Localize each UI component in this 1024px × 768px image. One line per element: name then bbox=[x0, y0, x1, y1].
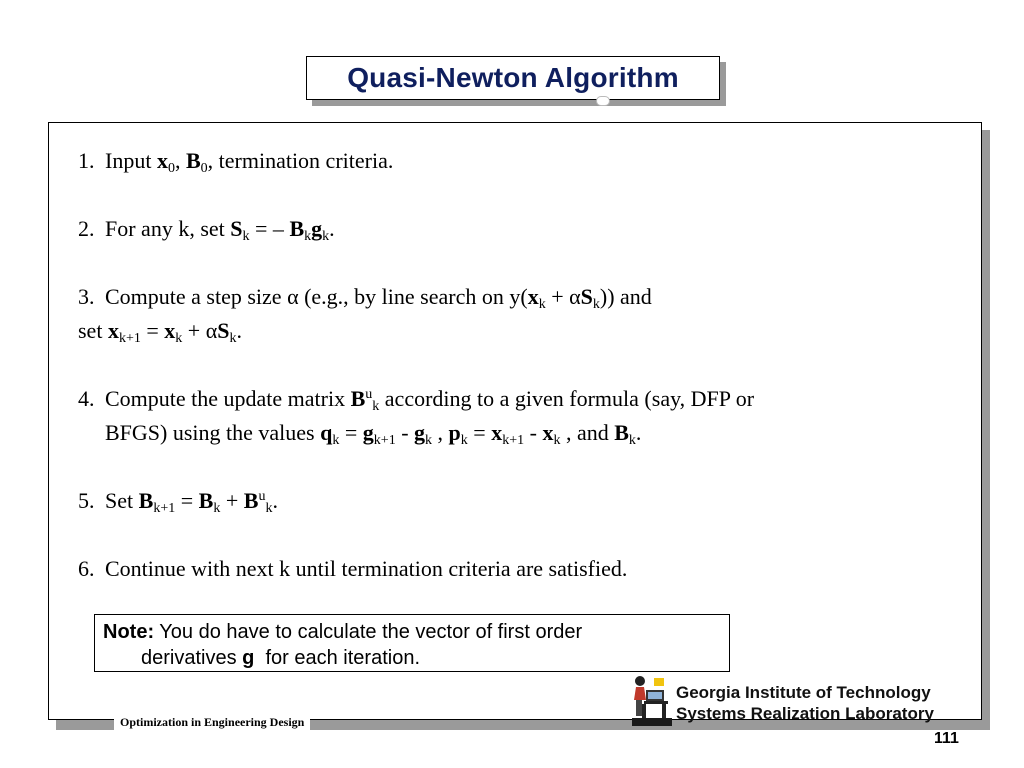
step-1-l1-run-5: 0 bbox=[200, 161, 208, 176]
step-3-l1-run-6: )) and bbox=[599, 284, 652, 309]
step-5-l1-run-5: k bbox=[213, 501, 221, 516]
step-5-l1-run-6: + bbox=[220, 488, 244, 513]
step-text bbox=[105, 484, 958, 518]
step-1-l1-run-1: x bbox=[156, 148, 168, 173]
title-decoration bbox=[596, 96, 610, 106]
step-5-l1-run-2: k+1 bbox=[153, 501, 176, 516]
step-number: 3. bbox=[78, 284, 95, 309]
step-1-l1-run-6: , termination criteria. bbox=[207, 148, 394, 173]
step-5 bbox=[78, 484, 958, 518]
step-5-l1-run-8: u bbox=[258, 489, 266, 504]
page-number: 111 bbox=[934, 730, 959, 747]
step-4-l2-run-4: g bbox=[362, 420, 374, 445]
step-1-l1-run-4: B bbox=[185, 148, 201, 173]
step-6-l1-run-0: Continue with next k until termination criteria are satisfied. bbox=[105, 556, 628, 581]
step-line bbox=[105, 212, 958, 246]
step-4-l2-run-10: p bbox=[448, 420, 461, 445]
step-1-l1-run-3: , bbox=[174, 148, 186, 173]
step-line bbox=[105, 280, 958, 314]
course-title: Optimization in Engineering Design bbox=[114, 715, 310, 730]
step-text bbox=[105, 212, 958, 246]
step-3 bbox=[78, 280, 958, 348]
step-4-l2-run-0: BFGS) using the values bbox=[105, 420, 321, 445]
step-4-l1-run-0: Compute the update matrix bbox=[105, 386, 351, 411]
step-number: 6. bbox=[78, 556, 95, 581]
step-line bbox=[105, 552, 958, 586]
lab-name: Systems Realization Laboratory bbox=[676, 704, 934, 723]
step-3-l2-run-1: x bbox=[107, 318, 119, 343]
step-4-l2-run-20: k bbox=[628, 433, 636, 448]
step-2-l1-run-0: For any k, set bbox=[105, 216, 231, 241]
step-4-l2-run-15: - bbox=[524, 420, 543, 445]
step-3-l2-run-4: x bbox=[164, 318, 176, 343]
step-2-l1-run-3: = – bbox=[249, 216, 290, 241]
step-line bbox=[105, 144, 958, 178]
step-4-l2-run-5: k+1 bbox=[373, 433, 396, 448]
step-3-l1-run-5: k bbox=[592, 297, 600, 312]
step-line bbox=[105, 416, 958, 450]
step-text bbox=[78, 280, 958, 348]
step-3-l1-run-0: Compute a step size α (e.g., by line search on y( bbox=[105, 284, 528, 309]
step-4-l2-run-17: k bbox=[553, 433, 561, 448]
step-4-l2-run-14: k+1 bbox=[502, 433, 525, 448]
note-box bbox=[94, 614, 730, 672]
step-3-l1-run-2: k bbox=[538, 297, 546, 312]
step-2-l1-run-1: S bbox=[230, 216, 243, 241]
step-text bbox=[105, 382, 958, 450]
step-3-l2-run-6: + α bbox=[182, 318, 218, 343]
step-text bbox=[105, 144, 958, 178]
step-4-l2-run-7: g bbox=[414, 420, 426, 445]
step-3-l2-run-3: = bbox=[140, 318, 165, 343]
step-3-l2-run-9: . bbox=[236, 318, 242, 343]
step-4-l2-run-12: = bbox=[467, 420, 492, 445]
step-2-l1-run-2: k bbox=[242, 229, 250, 244]
step-3-l2-run-5: k bbox=[175, 331, 183, 346]
step-5-l1-run-0: Set bbox=[105, 488, 139, 513]
step-4-l2-run-13: x bbox=[491, 420, 503, 445]
step-2-l1-run-7: k bbox=[322, 229, 330, 244]
step-4-l1-run-4: according to a given formula (say, DFP or bbox=[379, 386, 755, 411]
step-line bbox=[105, 484, 958, 518]
step-5-l1-run-10: . bbox=[272, 488, 278, 513]
algorithm-steps bbox=[78, 144, 958, 620]
note-text-line1: You do have to calculate the vector of first order bbox=[154, 621, 583, 643]
page-title: Quasi-Newton Algorithm bbox=[347, 62, 679, 93]
title-box bbox=[306, 56, 720, 100]
step-3-l1-run-4: S bbox=[580, 284, 593, 309]
step-number: 2. bbox=[78, 216, 95, 241]
step-4-l1-run-3: k bbox=[372, 399, 380, 414]
step-line bbox=[78, 314, 958, 348]
step-line bbox=[105, 382, 958, 416]
step-4-l2-run-6: - bbox=[395, 420, 415, 445]
note-line2 bbox=[103, 645, 729, 671]
institution-block bbox=[676, 682, 934, 724]
step-4-l2-run-11: k bbox=[460, 433, 468, 448]
step-4-l2-run-3: = bbox=[339, 420, 363, 445]
step-number: 5. bbox=[78, 488, 95, 513]
step-text bbox=[105, 552, 958, 586]
step-3-l2-run-8: k bbox=[229, 331, 237, 346]
note-text-line2-post: for each iteration. bbox=[254, 647, 421, 669]
step-3-l1-run-3: + α bbox=[545, 284, 581, 309]
step-number: 4. bbox=[78, 386, 95, 411]
step-1-l1-run-0: Input bbox=[105, 148, 157, 173]
step-5-l1-run-3: = bbox=[175, 488, 199, 513]
step-4-l2-run-19: B bbox=[614, 420, 629, 445]
step-2 bbox=[78, 212, 958, 246]
step-5-l1-run-1: B bbox=[138, 488, 154, 513]
step-3-l2-run-2: k+1 bbox=[118, 331, 141, 346]
step-4 bbox=[78, 382, 958, 450]
step-2-l1-run-4: B bbox=[289, 216, 305, 241]
step-5-l1-run-9: k bbox=[265, 501, 273, 516]
step-1-l1-run-2: 0 bbox=[167, 161, 175, 176]
step-6 bbox=[78, 552, 958, 586]
step-1 bbox=[78, 144, 958, 178]
step-4-l2-run-18: , and bbox=[560, 420, 615, 445]
note-text-line2-pre: derivatives bbox=[141, 647, 243, 669]
step-4-l2-run-16: x bbox=[542, 420, 554, 445]
step-4-l2-run-1: q bbox=[320, 420, 333, 445]
step-3-l2-run-0: set bbox=[78, 318, 108, 343]
step-4-l2-run-2: k bbox=[332, 433, 340, 448]
step-2-l1-run-6: g bbox=[311, 216, 323, 241]
step-4-l1-run-1: B bbox=[350, 386, 366, 411]
lab-logo-icon bbox=[632, 674, 672, 726]
step-number: 1. bbox=[78, 148, 95, 173]
step-3-l2-run-7: S bbox=[217, 318, 230, 343]
step-2-l1-run-8: . bbox=[329, 216, 335, 241]
step-5-l1-run-4: B bbox=[198, 488, 214, 513]
step-2-l1-run-5: k bbox=[304, 229, 312, 244]
step-5-l1-run-7: B bbox=[243, 488, 259, 513]
step-4-l2-run-9: , bbox=[432, 420, 449, 445]
step-4-l1-run-2: u bbox=[365, 387, 373, 402]
step-4-l2-run-21: . bbox=[635, 420, 642, 445]
note-vector-g: g bbox=[242, 647, 255, 669]
institution-name: Georgia Institute of Technology bbox=[676, 683, 931, 702]
step-3-l1-run-1: x bbox=[527, 284, 539, 309]
note-label: Note: bbox=[103, 621, 155, 643]
step-4-l2-run-8: k bbox=[425, 433, 433, 448]
